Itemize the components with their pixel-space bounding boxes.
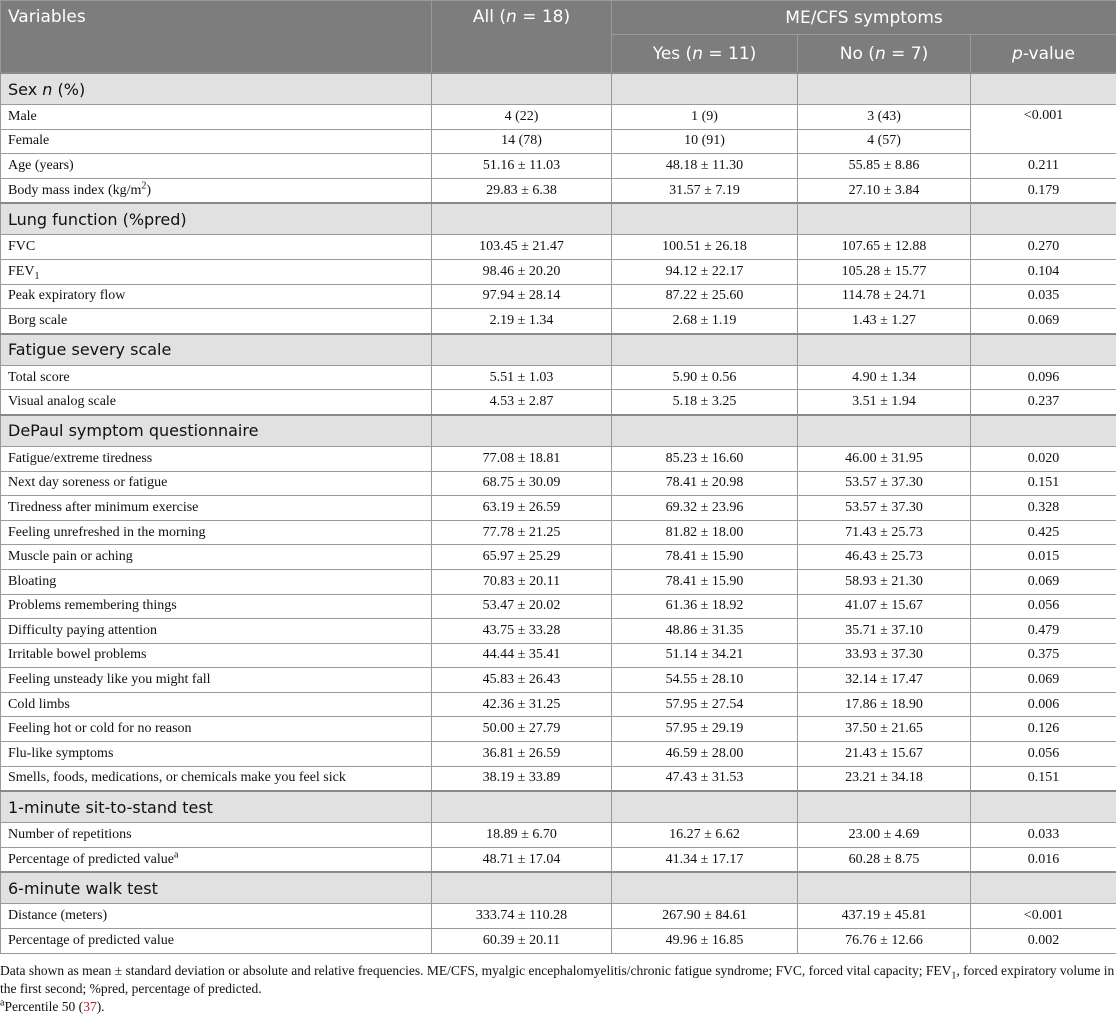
section-fatigue-scale bbox=[1, 334, 1116, 366]
table-cell: 48.86 ± 31.35 bbox=[612, 619, 798, 644]
table-cell: 0.126 bbox=[971, 717, 1116, 742]
row-label: FVC bbox=[1, 235, 432, 260]
table-cell: 78.41 ± 15.90 bbox=[612, 545, 798, 570]
table-cell: 69.32 ± 23.96 bbox=[612, 496, 798, 521]
table-cell: 4.90 ± 1.34 bbox=[798, 365, 971, 390]
table-cell: 36.81 ± 26.59 bbox=[432, 742, 612, 767]
table-cell: 44.44 ± 35.41 bbox=[432, 643, 612, 668]
header-no: No (n = 7) bbox=[798, 35, 971, 74]
table-cell: 35.71 ± 37.10 bbox=[798, 619, 971, 644]
table-cell: 333.74 ± 110.28 bbox=[432, 904, 612, 929]
table-row bbox=[1, 717, 1116, 742]
table-cell: 4 (57) bbox=[798, 129, 971, 154]
table-row bbox=[1, 742, 1116, 767]
row-label: Borg scale bbox=[1, 309, 432, 334]
section-title: Sex n (%) bbox=[1, 73, 432, 105]
table-row bbox=[1, 309, 1116, 334]
table-cell: 0.056 bbox=[971, 742, 1116, 767]
table-cell: 0.069 bbox=[971, 569, 1116, 594]
table-footnotes bbox=[0, 962, 1116, 1016]
header-group-mecfs: ME/CFS symptoms bbox=[612, 1, 1116, 35]
table-cell: 54.55 ± 28.10 bbox=[612, 668, 798, 693]
section-title: Lung function (%pred) bbox=[1, 203, 432, 235]
row-label: Feeling unsteady like you might fall bbox=[1, 668, 432, 693]
table-cell bbox=[432, 415, 612, 447]
row-label: Problems remembering things bbox=[1, 594, 432, 619]
table-cell: 70.83 ± 20.11 bbox=[432, 569, 612, 594]
table-cell: 0.015 bbox=[971, 545, 1116, 570]
table-cell bbox=[971, 73, 1116, 105]
table-cell bbox=[971, 791, 1116, 823]
table-cell: 63.19 ± 26.59 bbox=[432, 496, 612, 521]
table-row bbox=[1, 520, 1116, 545]
table-cell: 1 (9) bbox=[612, 105, 798, 130]
table-cell: 5.51 ± 1.03 bbox=[432, 365, 612, 390]
table-row bbox=[1, 594, 1116, 619]
table-cell: 51.14 ± 34.21 bbox=[612, 643, 798, 668]
row-label: Irritable bowel problems bbox=[1, 643, 432, 668]
table-cell: 21.43 ± 15.67 bbox=[798, 742, 971, 767]
table-cell bbox=[798, 415, 971, 447]
table-cell: 77.78 ± 21.25 bbox=[432, 520, 612, 545]
table-cell bbox=[971, 334, 1116, 366]
table-cell: 41.34 ± 17.17 bbox=[612, 847, 798, 872]
table-cell: 10 (91) bbox=[612, 129, 798, 154]
section-sex bbox=[1, 73, 1116, 105]
table-cell: 16.27 ± 6.62 bbox=[612, 823, 798, 848]
table-row bbox=[1, 569, 1116, 594]
reference-link[interactable]: 37 bbox=[83, 999, 97, 1014]
table-cell: 0.425 bbox=[971, 520, 1116, 545]
table-row bbox=[1, 259, 1116, 284]
table-cell bbox=[612, 791, 798, 823]
table-cell: 31.57 ± 7.19 bbox=[612, 178, 798, 203]
table-row bbox=[1, 365, 1116, 390]
table-cell: 0.006 bbox=[971, 692, 1116, 717]
row-label: Percentage of predicted value bbox=[1, 929, 432, 954]
table-row bbox=[1, 105, 1116, 130]
section-title: 1-minute sit-to-stand test bbox=[1, 791, 432, 823]
row-label: Tiredness after minimum exercise bbox=[1, 496, 432, 521]
table-cell bbox=[612, 415, 798, 447]
table-cell: 437.19 ± 45.81 bbox=[798, 904, 971, 929]
table-cell: 0.056 bbox=[971, 594, 1116, 619]
table-row bbox=[1, 692, 1116, 717]
row-label: Distance (meters) bbox=[1, 904, 432, 929]
footnote-abbreviations: Data shown as mean ± standard deviation or absolute and relative frequencies. ME/CFS, myalgic encephalomyelitis/chronic fatigue syndrome; FVC, forced vital capacity; $FEV_1$, forced expiratory volume in the first second; %pred, percentage of predicted. bbox=[0, 963, 1115, 996]
table-cell bbox=[798, 334, 971, 366]
table-cell bbox=[971, 415, 1116, 447]
header-variables: Variables bbox=[1, 1, 432, 74]
table-cell: 48.18 ± 11.30 bbox=[612, 154, 798, 179]
table-cell: 114.78 ± 24.71 bbox=[798, 284, 971, 309]
sex-p-value: <0.001 bbox=[971, 105, 1116, 154]
table-row bbox=[1, 619, 1116, 644]
table-cell: 105.28 ± 15.77 bbox=[798, 259, 971, 284]
table-cell: 18.89 ± 6.70 bbox=[432, 823, 612, 848]
table-cell: 3 (43) bbox=[798, 105, 971, 130]
header-all: All (n = 18) bbox=[432, 1, 612, 74]
table-cell bbox=[432, 872, 612, 904]
table-cell bbox=[612, 73, 798, 105]
table-cell: 61.36 ± 18.92 bbox=[612, 594, 798, 619]
table-cell: 57.95 ± 29.19 bbox=[612, 717, 798, 742]
footnote-a: $^a$Percentile 50 (37). bbox=[0, 997, 105, 1014]
table-cell: 0.151 bbox=[971, 471, 1116, 496]
table-cell bbox=[432, 791, 612, 823]
row-label: Cold limbs bbox=[1, 692, 432, 717]
table-cell: 94.12 ± 22.17 bbox=[612, 259, 798, 284]
table-cell: 76.76 ± 12.66 bbox=[798, 929, 971, 954]
row-label: Age (years) bbox=[1, 154, 432, 179]
table-cell: 71.43 ± 25.73 bbox=[798, 520, 971, 545]
row-label: Peak expiratory flow bbox=[1, 284, 432, 309]
table-cell: 53.47 ± 20.02 bbox=[432, 594, 612, 619]
table-cell: 2.19 ± 1.34 bbox=[432, 309, 612, 334]
table-cell bbox=[612, 334, 798, 366]
table-cell bbox=[432, 203, 612, 235]
row-label: Visual analog scale bbox=[1, 390, 432, 415]
table-cell: 60.28 ± 8.75 bbox=[798, 847, 971, 872]
table-cell: 38.19 ± 33.89 bbox=[432, 766, 612, 791]
section-walk-test bbox=[1, 872, 1116, 904]
table-cell: 97.94 ± 28.14 bbox=[432, 284, 612, 309]
table-row bbox=[1, 496, 1116, 521]
table-cell: 0.270 bbox=[971, 235, 1116, 260]
table-cell: 43.75 ± 33.28 bbox=[432, 619, 612, 644]
table-cell: 58.93 ± 21.30 bbox=[798, 569, 971, 594]
header-yes: Yes (n = 11) bbox=[612, 35, 798, 74]
table-cell bbox=[798, 203, 971, 235]
table-cell: 49.96 ± 16.85 bbox=[612, 929, 798, 954]
table-cell: 0.035 bbox=[971, 284, 1116, 309]
table-cell bbox=[971, 203, 1116, 235]
row-label: Flu-like symptoms bbox=[1, 742, 432, 767]
table-cell: 2.68 ± 1.19 bbox=[612, 309, 798, 334]
table-cell: 0.069 bbox=[971, 668, 1116, 693]
section-title: 6-minute walk test bbox=[1, 872, 432, 904]
table-cell: 78.41 ± 15.90 bbox=[612, 569, 798, 594]
table-cell: 46.43 ± 25.73 bbox=[798, 545, 971, 570]
table-cell: 46.00 ± 31.95 bbox=[798, 446, 971, 471]
table-cell: 65.97 ± 25.29 bbox=[432, 545, 612, 570]
table-cell: 0.016 bbox=[971, 847, 1116, 872]
row-label: Fatigue/extreme tiredness bbox=[1, 446, 432, 471]
row-label: Percentage of predicted value$^a$ bbox=[1, 847, 432, 872]
row-label: $FEV_1$ bbox=[1, 259, 432, 284]
table-row bbox=[1, 929, 1116, 954]
table-cell bbox=[798, 872, 971, 904]
table-cell: 3.51 ± 1.94 bbox=[798, 390, 971, 415]
table-cell: 5.18 ± 3.25 bbox=[612, 390, 798, 415]
section-sit-to-stand bbox=[1, 791, 1116, 823]
table-cell: 41.07 ± 15.67 bbox=[798, 594, 971, 619]
row-label: Next day soreness or fatigue bbox=[1, 471, 432, 496]
table-cell: 77.08 ± 18.81 bbox=[432, 446, 612, 471]
table-cell: 53.57 ± 37.30 bbox=[798, 471, 971, 496]
table-cell: 50.00 ± 27.79 bbox=[432, 717, 612, 742]
row-label: Muscle pain or aching bbox=[1, 545, 432, 570]
row-label: Total score bbox=[1, 365, 432, 390]
table-row bbox=[1, 823, 1116, 848]
table-row bbox=[1, 545, 1116, 570]
table-cell bbox=[432, 334, 612, 366]
table-row bbox=[1, 766, 1116, 791]
table-cell: 47.43 ± 31.53 bbox=[612, 766, 798, 791]
table-cell: 48.71 ± 17.04 bbox=[432, 847, 612, 872]
table-cell: 32.14 ± 17.47 bbox=[798, 668, 971, 693]
row-label: Number of repetitions bbox=[1, 823, 432, 848]
table-cell: 98.46 ± 20.20 bbox=[432, 259, 612, 284]
table-cell: 23.00 ± 4.69 bbox=[798, 823, 971, 848]
table-cell: 4 (22) bbox=[432, 105, 612, 130]
row-label: Feeling hot or cold for no reason bbox=[1, 717, 432, 742]
table-cell: 0.002 bbox=[971, 929, 1116, 954]
table-cell: 0.211 bbox=[971, 154, 1116, 179]
table-cell: 23.21 ± 34.18 bbox=[798, 766, 971, 791]
table-cell: 33.93 ± 37.30 bbox=[798, 643, 971, 668]
table-cell: 42.36 ± 31.25 bbox=[432, 692, 612, 717]
table-row bbox=[1, 235, 1116, 260]
table-cell: 78.41 ± 20.98 bbox=[612, 471, 798, 496]
table-cell: 103.45 ± 21.47 bbox=[432, 235, 612, 260]
table-cell: 1.43 ± 1.27 bbox=[798, 309, 971, 334]
table-cell: 0.096 bbox=[971, 365, 1116, 390]
table-cell: 29.83 ± 6.38 bbox=[432, 178, 612, 203]
section-title: Fatigue severy scale bbox=[1, 334, 432, 366]
table-cell bbox=[798, 791, 971, 823]
table-cell: 60.39 ± 20.11 bbox=[432, 929, 612, 954]
row-label: Difficulty paying attention bbox=[1, 619, 432, 644]
table-cell: 0.479 bbox=[971, 619, 1116, 644]
table-cell: 0.375 bbox=[971, 643, 1116, 668]
table-cell: 0.151 bbox=[971, 766, 1116, 791]
table-cell: 81.82 ± 18.00 bbox=[612, 520, 798, 545]
table-cell: 46.59 ± 28.00 bbox=[612, 742, 798, 767]
table-cell: 57.95 ± 27.54 bbox=[612, 692, 798, 717]
row-label: Female bbox=[1, 129, 432, 154]
row-label: Smells, foods, medications, or chemicals make you feel sick bbox=[1, 766, 432, 791]
table-cell: 87.22 ± 25.60 bbox=[612, 284, 798, 309]
table-cell: 53.57 ± 37.30 bbox=[798, 496, 971, 521]
table-cell: 0.104 bbox=[971, 259, 1116, 284]
table-cell: 51.16 ± 11.03 bbox=[432, 154, 612, 179]
table-cell bbox=[798, 73, 971, 105]
header-p-value: p-value bbox=[971, 35, 1116, 74]
table-cell: 27.10 ± 3.84 bbox=[798, 178, 971, 203]
table-cell: 55.85 ± 8.86 bbox=[798, 154, 971, 179]
table-cell bbox=[971, 872, 1116, 904]
table-row bbox=[1, 643, 1116, 668]
table-row bbox=[1, 446, 1116, 471]
table-row bbox=[1, 129, 1116, 154]
table-cell: 4.53 ± 2.87 bbox=[432, 390, 612, 415]
table-row bbox=[1, 847, 1116, 872]
table-cell: 100.51 ± 26.18 bbox=[612, 235, 798, 260]
table-cell: 37.50 ± 21.65 bbox=[798, 717, 971, 742]
row-label: Body mass index $(kg/m^2)$ bbox=[1, 178, 432, 203]
row-label: Feeling unrefreshed in the morning bbox=[1, 520, 432, 545]
table-cell: 14 (78) bbox=[432, 129, 612, 154]
table-cell bbox=[612, 203, 798, 235]
table-row bbox=[1, 154, 1116, 179]
section-lung-function bbox=[1, 203, 1116, 235]
table-row bbox=[1, 178, 1116, 203]
table-cell: 5.90 ± 0.56 bbox=[612, 365, 798, 390]
table-cell: 267.90 ± 84.61 bbox=[612, 904, 798, 929]
table-cell: 0.020 bbox=[971, 446, 1116, 471]
row-label: Bloating bbox=[1, 569, 432, 594]
section-title: DePaul symptom questionnaire bbox=[1, 415, 432, 447]
table-cell: 85.23 ± 16.60 bbox=[612, 446, 798, 471]
table-row bbox=[1, 904, 1116, 929]
table-cell: 107.65 ± 12.88 bbox=[798, 235, 971, 260]
table-cell: 0.033 bbox=[971, 823, 1116, 848]
table-cell: 0.237 bbox=[971, 390, 1116, 415]
table-cell bbox=[432, 73, 612, 105]
table-cell: 68.75 ± 30.09 bbox=[432, 471, 612, 496]
table-cell: 0.179 bbox=[971, 178, 1116, 203]
table-cell bbox=[612, 872, 798, 904]
table-cell: 0.328 bbox=[971, 496, 1116, 521]
table-row bbox=[1, 471, 1116, 496]
table-cell: 0.069 bbox=[971, 309, 1116, 334]
section-depaul bbox=[1, 415, 1116, 447]
table-cell: 45.83 ± 26.43 bbox=[432, 668, 612, 693]
table-cell: <0.001 bbox=[971, 904, 1116, 929]
table-row bbox=[1, 284, 1116, 309]
row-label: Male bbox=[1, 105, 432, 130]
table-row bbox=[1, 390, 1116, 415]
table-row bbox=[1, 668, 1116, 693]
table-cell: 17.86 ± 18.90 bbox=[798, 692, 971, 717]
